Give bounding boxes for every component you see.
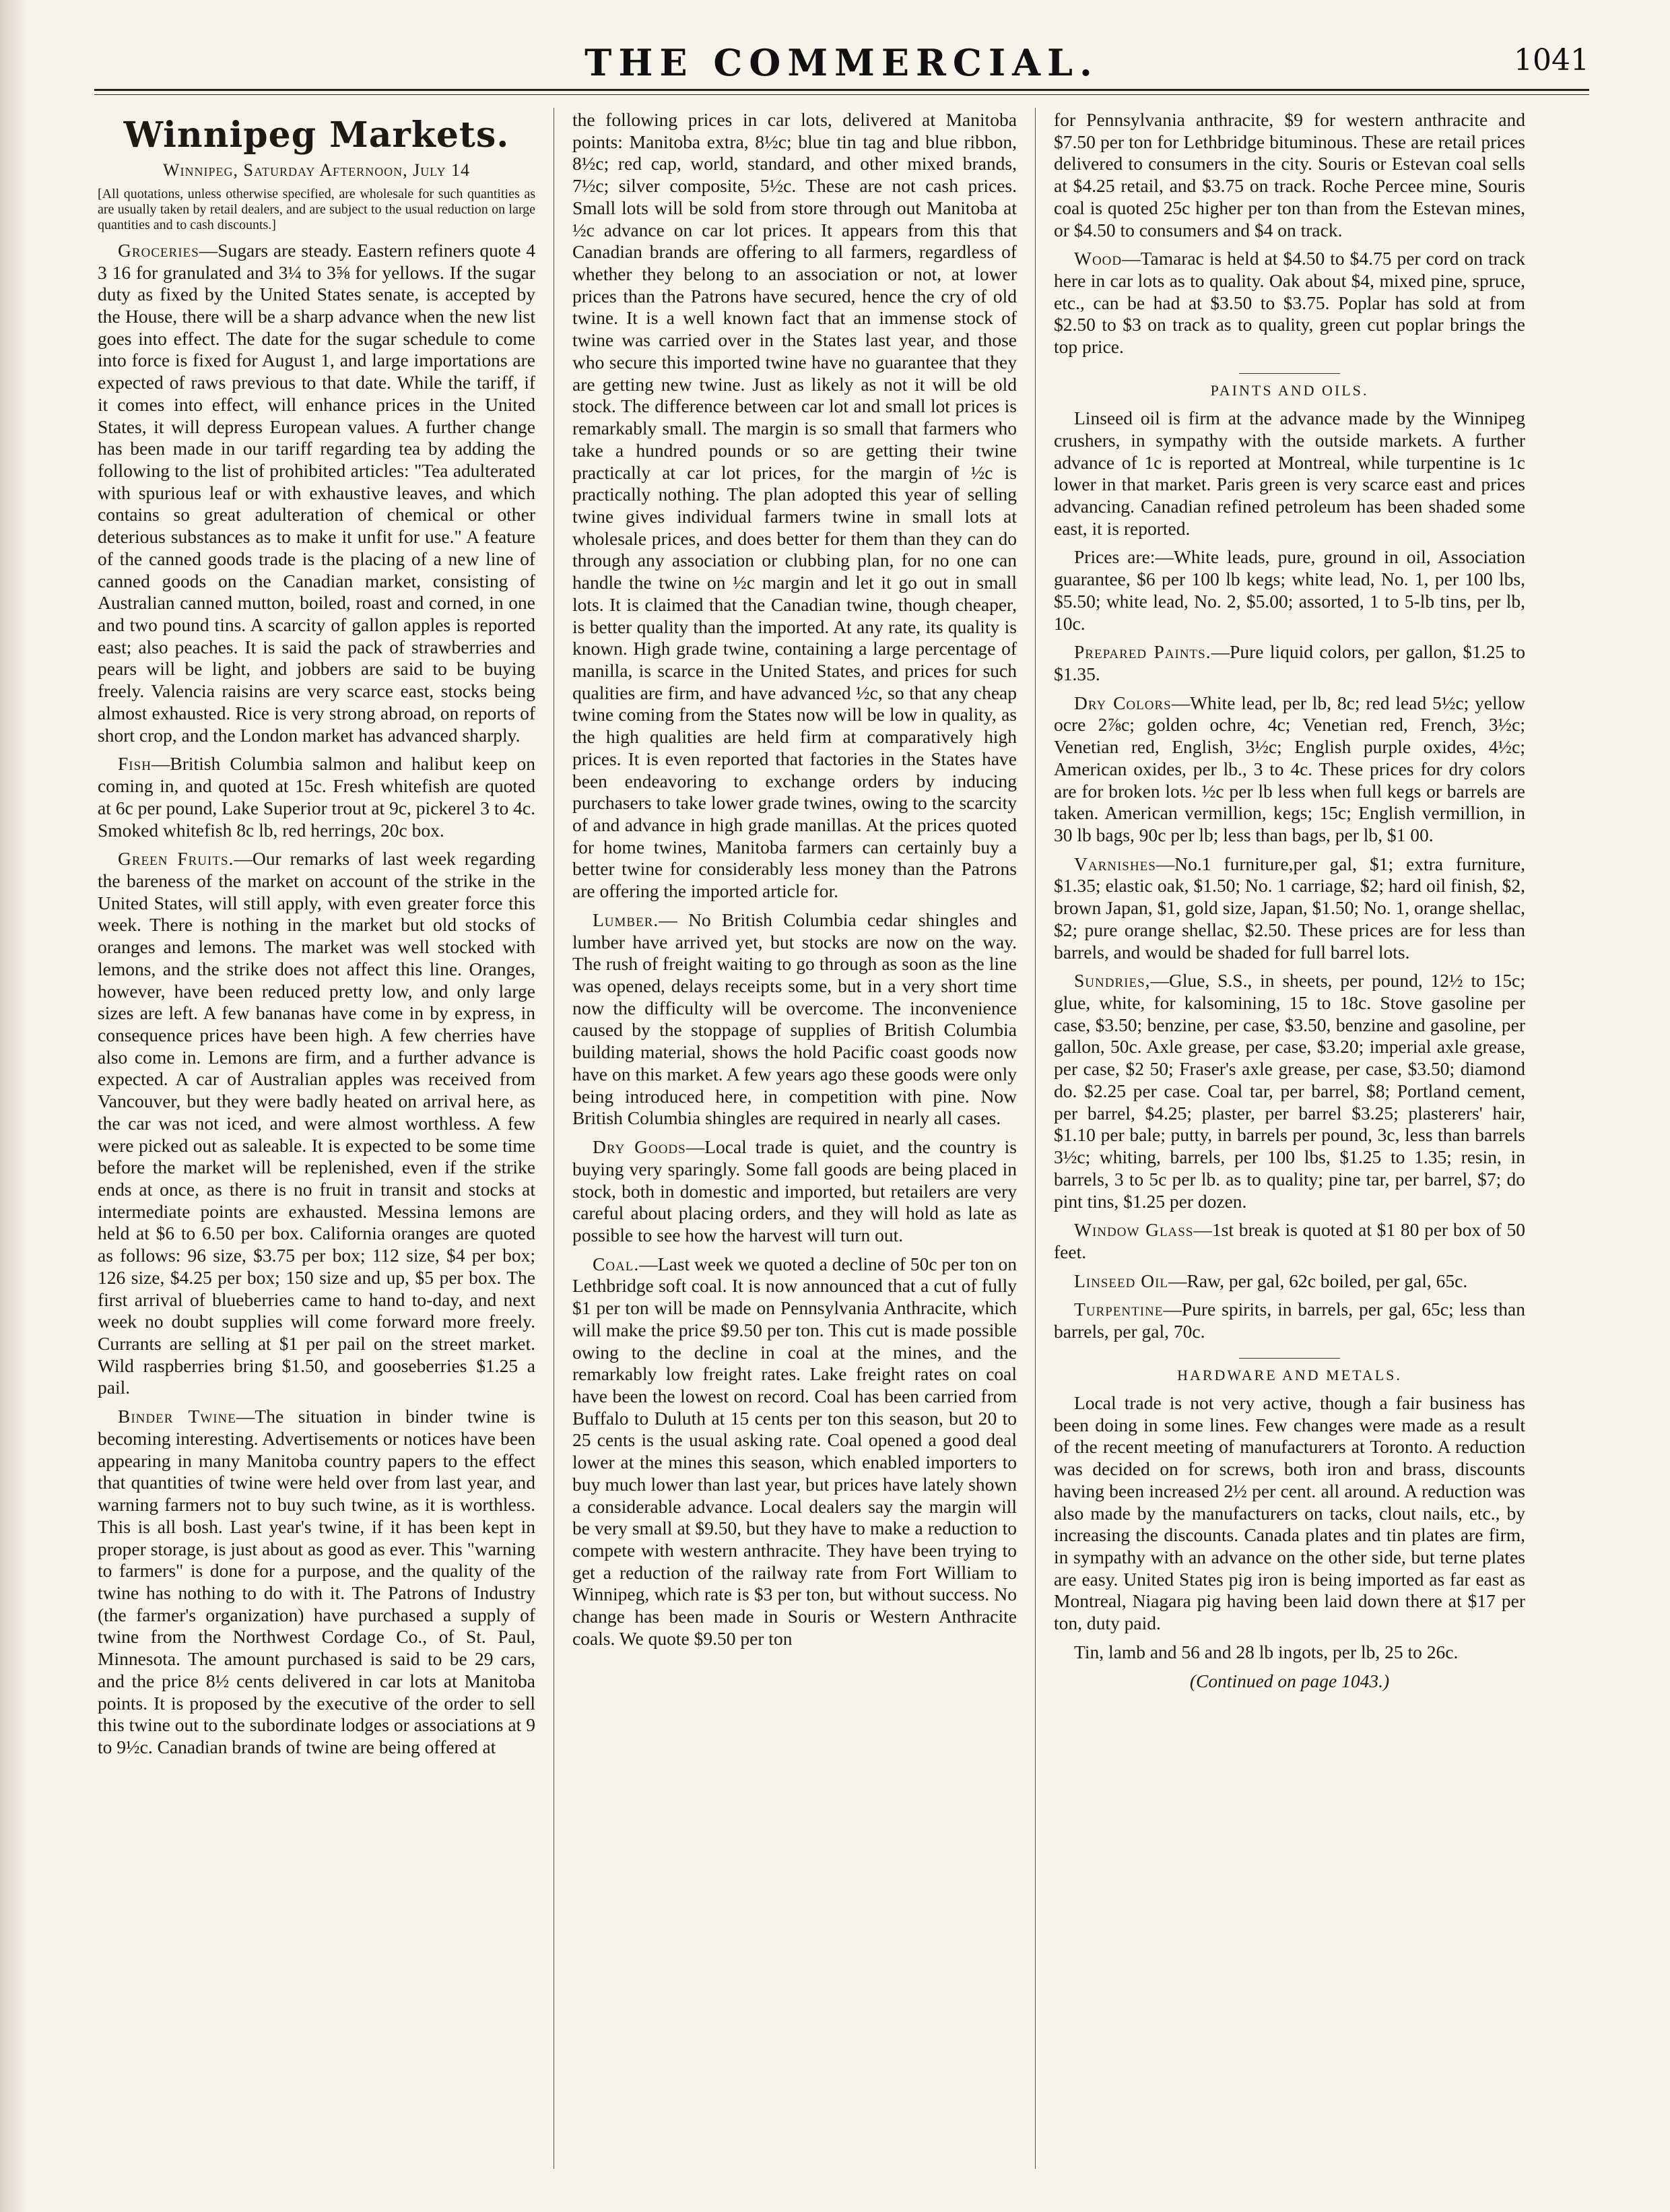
dry-goods-label: Dry Goods (593, 1136, 686, 1158)
hardware-metals-heading: HARDWARE AND METALS. (1177, 1366, 1402, 1384)
hardware-paragraph: Local trade is not very active, though a fair business has been doing in some lines. Few changes were made as a result of the recent meeting of manufacturers at Toronto. A reduction was decided on for screws, both iron and brass, discounts having been increased 2½ per cent. all around. A reduction was also made by the manufacturers on tacks, clout nails, etc., by increasing the discounts. Canada plates and tin plates are firm, in sympathy with an advance on the other side, but terne plates are easy. United States pig iron is being imported as far east as Montreal, Niagara pig having been laid down there at $17 per ton, duty paid. (1054, 1392, 1525, 1634)
coal-text: —Last week we quoted a decline of 50c per ton on Lethbridge soft coal. It is now announced that a cut of fully $1 per ton will be made on Pennsylvania Anthracite, which will make the price $9.50 per ton. This cut is made possible owing to the decline in coal at the mines, and the remarkably low freight rates. Lake freight rates on coal have been the lowest on record. Coal has been carried from Buffalo to Duluth at 15 cents per ton this season, but 20 to 25 cents is the usual asking rate. Coal opened a good deal lower at the mines this season, which enabled importers to buy much lower than last year, but prices have lately shown a considerable advance. Local dealers say the margin will be very small at $9.50, but they have to make a reduction to compete with western anthracite. They have been trying to get a reduction of the railway rate from Fort William to Winnipeg, which rate is $3 per ton, but without success. No change has been made in Souris or Western Anthracite coals. We quote $9.50 per ton (572, 1253, 1017, 1649)
sundries-text: —Glue, S.S., in sheets, per pound, 12½ to 15c; glue, white, for kalsomining, 15 to 18c. Stove gasoline per case, $3.50; benzine, per case, $3.50, benzine and gasoline, per gallon, 50c. Axle grease, per case, $3.20; imperial axle grease, per case, $2 50; Fraser's axle grease, per case, $3.50; diamond do. $2.25 per case. Coal tar, per barrel, $8; Portland cement, per barrel, $4.25; plaster, per barrel $3.25; plasterers' hair, $1.10 per bale; putty, in barrels per pound, 3c, less than barrels 3½c; whiting, barrels, per 100 lbs, $1.25 to 1.35; resin, in barrels, 3 to 5c per lb. as to quality; pine tar, per barrel, $7; do pint tins, $1.25 per dozen. (1054, 970, 1525, 1212)
prepared-paints-label: Prepared Paints. (1074, 641, 1211, 663)
masthead (94, 39, 1589, 86)
quotation-note: [All quotations, unless otherwise specified, are wholesale for such quantities as are usually taken by retail dealers, and are subject to the usual reduction on large quantities and to cash discounts.] (98, 186, 535, 232)
dateline: Winnipeg, Saturday Afternoon, July 14 (163, 160, 470, 180)
binding-edge (0, 0, 27, 2212)
column-3 (1054, 109, 1525, 2164)
column-2 (572, 109, 1017, 2164)
wood-label: Wood (1074, 248, 1123, 269)
dry-goods-text: —Local trade is quiet, and the country is buying very sparingly. Some fall goods are being placed in stock, both in domestic and imported, but retailers are very careful about placing orders, and they will hold as late as possible to see how the harvest will turn out. (572, 1136, 1017, 1245)
paints-oils-heading: PAINTS AND OILS. (1210, 381, 1369, 399)
window-glass-paragraph (1054, 1219, 1525, 1263)
groceries-paragraph (98, 240, 535, 747)
green-fruits-label: Green Fruits. (118, 848, 234, 870)
groceries-label: Groceries (118, 239, 199, 261)
coal-paragraph (572, 1254, 1017, 1650)
fish-text: —British Columbia salmon and halibut keep on coming in, and quoted at 15c. Fresh whitefish are quoted at 6c per pound, Lake Superior trout at 9c, pickerel 3 to 4c. Smoked whitefish 8c lb, red herrings, 20c box. (98, 753, 535, 841)
prepared-paints-paragraph (1054, 641, 1525, 685)
binder-twine-text: —The situation in binder twine is becoming interesting. Advertisements or notices have been appearing in many Manitoba country papers to the effect that quantities of twine were held over from last year, and warning farmers not to buy such twine, as it is worthless. This is all bosh. Last year's twine, if it has been kept in proper storage, is just about as good as ever. This "warning to farmers" is done for a purpose, and the quality of the twine has nothing to do with it. The Patrons of Industry (the farmer's organization) have purchased a supply of twine from the Northwest Cordage Co., of St. Paul, Minnesota. The amount purchased is said to be 29 cars, and the price 8½ cents delivered in car lots at Manitoba points. It is proposed by the executive of the order to sell this twine out to the subordinate lodges or associations at 9 to 9½c. Canadian brands of twine are being offered at (98, 1406, 535, 1757)
column-divider (1035, 108, 1036, 2169)
varnishes-paragraph (1054, 853, 1525, 964)
linseed-oil-paragraph (1054, 1270, 1525, 1293)
wood-paragraph (1054, 248, 1525, 358)
coal-label: Coal. (593, 1253, 640, 1274)
green-fruits-text: —Our remarks of last week regarding the bareness of the market on account of the strike in the United States, will still apply, with even greater force this week. There is nothing in the market but old stocks of oranges and lemons. The market was well stocked with lemons, and the strike does not affect this line. Oranges, however, have been reduced pretty low, and only large sizes are left. A few bananas have come in by express, in consequence prices have been high. A few cherries have also come in. Lemons are firm, and a further advance is expected. A car of Australian apples was received from Vancouver, but they were badly heated on arrival here, as the car was not iced, and were almost worthless. A few were picked out as saleable. It is expected to be some time before the market will be replenished, even if the strike ends at once, as there is no fruit in transit and stocks at intermediate points are exhausted. Messina lemons are held at $6 to 6.50 per box. California oranges are quoted as follows: 96 size, $3.75 per box; 112 size, $4 per box; 126 size, $4.25 per box; 150 size and up, $5 per box. The first arrival of blueberries came to hand to-day, and next week no doubt supplies will come forward more freely. Currants are selling at $1 per pail on the street market. Wild raspberries bring $1.50, and gooseberries $1.25 a pail. (98, 848, 535, 1398)
fish-paragraph (98, 753, 535, 841)
green-fruits-paragraph (98, 848, 535, 1399)
binder-twine-label: Binder Twine (118, 1406, 236, 1427)
dry-goods-paragraph (572, 1136, 1017, 1247)
paints-intro: Linseed oil is firm at the advance made by the Winnipeg crushers, in sympathy with the outside markets. A further advance of 1c is reported at Montreal, while turpentine is 1c lower in that market. Paris green is very scarce east and prices advancing. Canadian refined petroleum has been shaded some east, it is reported. (1054, 408, 1525, 539)
fish-label: Fish (118, 753, 152, 775)
varnishes-label: Varnishes (1074, 853, 1156, 874)
binder-twine-paragraph (98, 1406, 535, 1759)
groceries-text: —Sugars are steady. Eastern refiners quote 4 3 16 for granulated and 3¼ to 3⅝ for yellows. If the sugar duty as fixed by the United States senate, is accepted by the House, there will be a sharp advance when the new list goes into effect. The date for the sugar schedule to come into force is fixed for August 1, and large importations are expected of raws previous to that date. While the tariff, if it comes into effect, will enhance prices in the United States, it will depress European values. A further change has been made in our tariff regarding tea by adding the following to the list of prohibited articles: "Tea adulterated with spurious leaf or with exhaustive leaves, and which contains so great adulteration of chemical or other deterious substances as to make it unfit for use." A feature of the canned goods trade is the placing of a new line of canned goods on the Canadian market, consisting of Australian canned mutton, boiled, roast and corned, in one and two pound tins. A scarcity of gallon apples is reported east; also peaches. It is said the pack of strawberries and pears will be light, and jobbers are said to be buying freely. Valencia raisins are very scarce east, stocks being almost exhausted. Rice is very strong abroad, on reports of short crop, and the London market has advanced sharply. (98, 239, 535, 746)
masthead-title: THE COMMERCIAL. (584, 41, 1099, 84)
masthead-rule-thin (94, 94, 1589, 95)
binder-twine-continued: the following prices in car lots, delivered at Manitoba points: Manitoba extra, 8½c; blue tin tag and blue ribbon, 8½c; red cap, world, standard, and other mixed brands, 7½c; silver composite, 5½c. These are not cash prices. Small lots will be sold from store through out Manitoba at ½c advance on car lot prices. It appears from this that Canadian brands are offering to all farmers, regardless of whether they belong to an association or not, at lower prices than the Patrons have secured, hence the cry of old twine. It is a well known fact that an immense stock of twine was carried over in the States last year, and those who secure this imported twine have no guarantee that they are getting new twine. Just as likely as not it will be old stock. The difference between car lot and small lot prices is remarkably small. The margin is so small that farmers who take a hundred pounds or so are getting their twine practically at car lot prices, for the margin of ½c is practically nothing. The plan adopted this year of selling twine gives individual farmers twine in small lots at wholesale prices, and does better for them than they can do through any association or clubbing plan, for no one can handle the twine on ½c margin and let it go out in small lots. It is claimed that the Canadian twine, though cheaper, is better quality than the imported. At any rate, its quality is known. High grade twine, containing a large percentage of manilla, is scarce in the United States, and prices for such qualities are firm, and have advanced ½c, so that any cheap twine coming from the States now will be low in quality, as the high qualities are held firm at comparatively high prices. It is even reported that factories in the States have been endeavoring to exchange orders by inducing purchasers to take lower grade twines, owing to the scarcity of and advance in high grade manillas. At the prices quoted for home twines, Manitoba farmers can certainly buy a better twine for considerably less money than the Patrons are offering the imported article for. (572, 109, 1017, 902)
masthead-rule (94, 89, 1589, 91)
page-number: 1041 (1514, 43, 1589, 77)
continued-note: (Continued on page 1043.) (1189, 1670, 1390, 1691)
dry-colors-paragraph (1054, 692, 1525, 847)
column-1 (98, 109, 535, 2164)
lumber-text: — No British Columbia cedar shingles and lumber have arrived yet, but stocks are now on the way. The rush of freight waiting to go through as soon as the line was opened, delays receipts some, but in a very short time now the difficulty will be overcome. The inconvenience caused by the stoppage of supplies of British Columbia building material, shows the hold Pacific coast goods now have on this market. A few years ago these goods were only being introduced here, in competition with pine. Now British Columbia shingles are required in nearly all cases. (572, 909, 1017, 1129)
turpentine-paragraph (1054, 1299, 1525, 1342)
sundries-paragraph (1054, 970, 1525, 1212)
turpentine-text: —Pure spirits, in barrels, per gal, 65c; less than barrels, per gal, 70c. (1054, 1299, 1525, 1342)
wood-text: —Tamarac is held at $4.50 to $4.75 per cord on track here in car lots as to quality. Oak about $4, mixed pine, spruce, etc., can be had at $3.50 to $3.75. Poplar has sold at from $2.50 to $3 on track as to quality, green cut poplar brings the top price. (1054, 248, 1525, 358)
turpentine-label: Turpentine (1074, 1299, 1164, 1320)
section-rule (1239, 373, 1340, 374)
window-glass-label: Window Glass (1074, 1219, 1194, 1241)
linseed-oil-text: —Raw, per gal, 62c boiled, per gal, 65c. (1168, 1270, 1468, 1291)
article-heading: Winnipeg Markets. (123, 115, 510, 156)
lumber-label: Lumber. (593, 909, 659, 930)
prices-paragraph: Prices are:—White leads, pure, ground in oil, Association guarantee, $6 per 100 lb kegs; white lead, No. 1, per 100 lbs, $5.50; white lead, No. 2, $5.00; assorted, 1 to 5-lb tins, per lb, 10c. (1054, 546, 1525, 634)
sundries-label: Sundries, (1074, 970, 1151, 991)
window-glass-text: —1st break is quoted at $1 80 per box of 50 feet. (1054, 1219, 1525, 1262)
lumber-paragraph (572, 909, 1017, 1130)
dry-colors-text: —White lead, per lb, 8c; red lead 5½c; yellow ocre 2⅞c; golden ochre, 4c; Venetian red, French, 3½c; Venetian red, English, 3½c; English purple oxides, 4½c; American oxides, per lb., 3 to 4c. These prices for dry colors are for broken lots. ½c per lb less when full kegs or barrels are taken. American vermillion, kegs; 15c; English vermillion, in 30 lb bags, 90c per lb; less than bags, per lb, $1 00. (1054, 692, 1525, 846)
section-rule (1239, 1358, 1340, 1359)
coal-continued: for Pennsylvania anthracite, $9 for western anthracite and $7.50 per ton for Lethbridge bituminous. These are retail prices delivered to consumers in the city. Souris or Estevan coal sells at $4.25 retail, and $3.75 on track. Roche Percee mine, Souris coal is quoted 25c higher per ton than from the Estevan mines, or $4.50 to consumers and $4 on track. (1054, 109, 1525, 240)
tin-paragraph: Tin, lamb and 56 and 28 lb ingots, per lb, 25 to 26c. (1074, 1641, 1459, 1662)
dry-colors-label: Dry Colors (1074, 692, 1172, 713)
varnishes-text: —No.1 furniture,per gal, $1; extra furniture, $1.35; elastic oak, $1.50; No. 1 carriage, $2; hard oil finish, $2, brown Japan, $1, gold size, Japan, $1.50; No. 1, orange shellac, $2; pure orange shellac, $2.50. These prices are for less than barrels, and would be shaded for full barrel lots. (1054, 853, 1525, 963)
prepared-paints-text: —Pure liquid colors, per gallon, $1.25 to $1.35. (1054, 641, 1525, 684)
linseed-oil-label: Linseed Oil (1074, 1270, 1169, 1291)
